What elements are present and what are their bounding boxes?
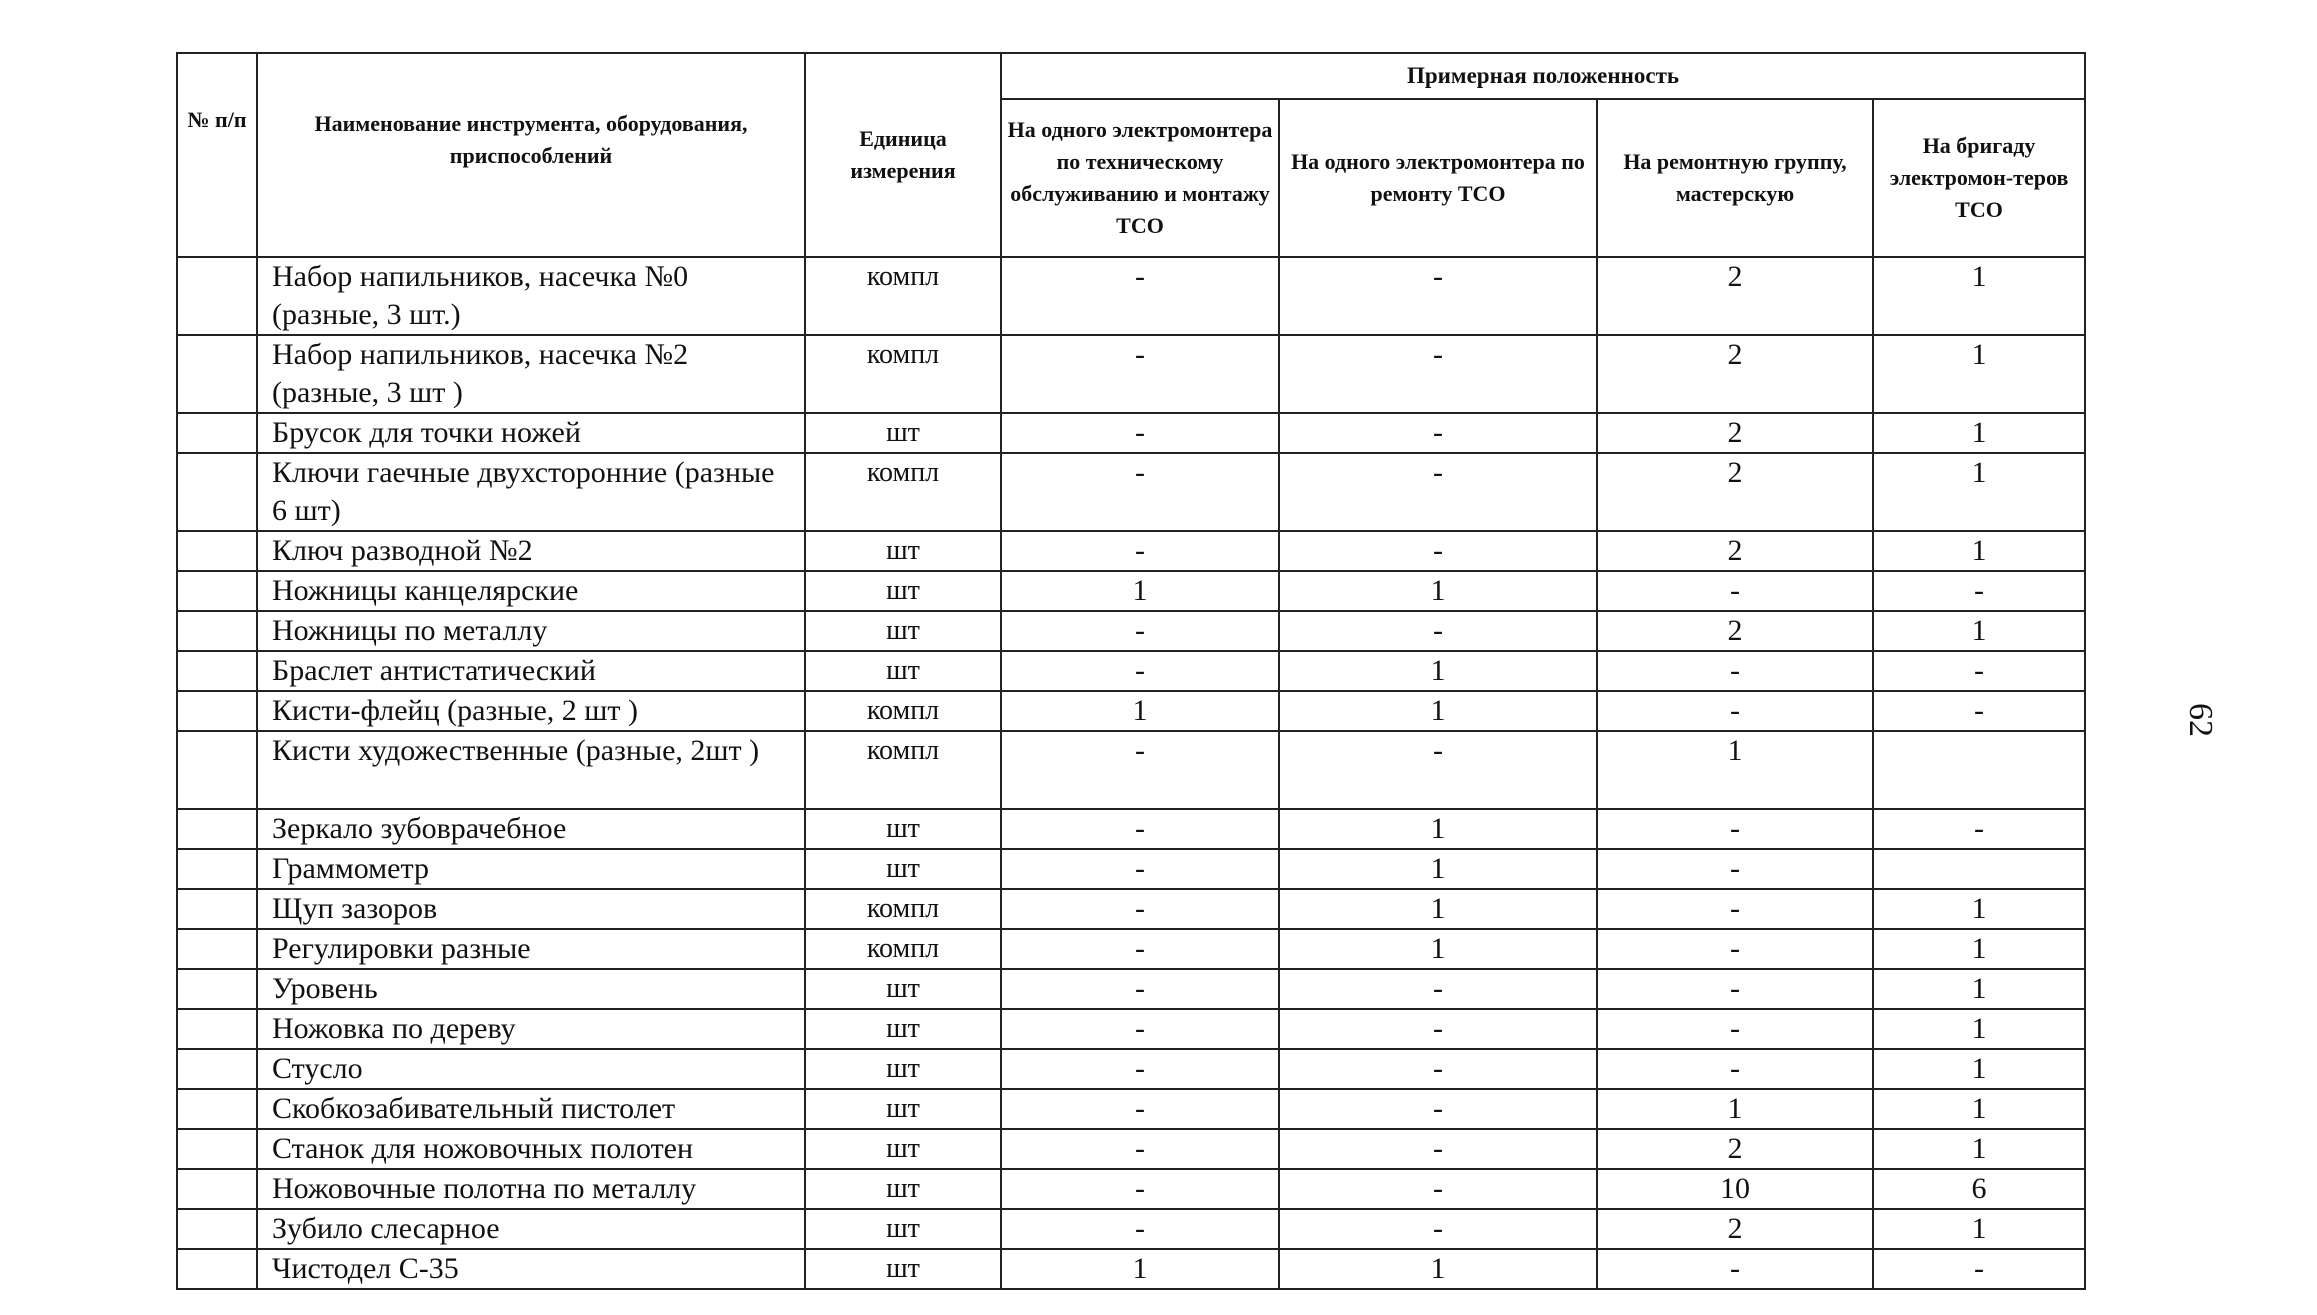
qty-repair-cell: - (1279, 731, 1597, 809)
qty-repair-cell: 1 (1279, 889, 1597, 929)
qty-group-cell: - (1597, 571, 1873, 611)
qty-repair-cell: 1 (1279, 651, 1597, 691)
unit-cell: шт (805, 1009, 1001, 1049)
qty-repair-cell: - (1279, 531, 1597, 571)
table-row (177, 1129, 2085, 1169)
header-col-a: На одного электромонтера по техническому обслуживанию и монтажу ТСО (1001, 99, 1279, 257)
qty-repair-cell: 1 (1279, 571, 1597, 611)
qty-maintenance-cell: - (1001, 651, 1279, 691)
qty-repair-cell: - (1279, 1209, 1597, 1249)
table-row (177, 1209, 2085, 1249)
qty-maintenance-cell: - (1001, 889, 1279, 929)
qty-repair-cell: - (1279, 1009, 1597, 1049)
qty-brigade-cell: - (1873, 809, 2085, 849)
unit-cell: шт (805, 531, 1001, 571)
qty-group-cell: 1 (1597, 1089, 1873, 1129)
unit-cell: компл (805, 335, 1001, 413)
qty-brigade-cell: 1 (1873, 413, 2085, 453)
qty-repair-cell: - (1279, 413, 1597, 453)
qty-brigade-cell: - (1873, 691, 2085, 731)
qty-group-cell: 2 (1597, 413, 1873, 453)
qty-brigade-cell: - (1873, 651, 2085, 691)
qty-brigade-cell: 1 (1873, 969, 2085, 1009)
row-number-cell (177, 1209, 257, 1249)
row-number-cell (177, 453, 257, 531)
row-number-cell (177, 1089, 257, 1129)
qty-group-cell: 2 (1597, 531, 1873, 571)
qty-repair-cell: 1 (1279, 1249, 1597, 1289)
table-row (177, 1169, 2085, 1209)
row-number-cell (177, 929, 257, 969)
item-name-cell: Ножовка по дереву (257, 1009, 805, 1049)
qty-repair-cell: 1 (1279, 849, 1597, 889)
qty-group-cell: - (1597, 969, 1873, 1009)
unit-cell: шт (805, 1049, 1001, 1089)
qty-brigade-cell: 1 (1873, 1209, 2085, 1249)
qty-group-cell: - (1597, 849, 1873, 889)
qty-repair-cell: - (1279, 453, 1597, 531)
row-number-cell (177, 889, 257, 929)
qty-brigade-cell: 1 (1873, 929, 2085, 969)
unit-cell: шт (805, 651, 1001, 691)
table-row (177, 1249, 2085, 1289)
table-row (177, 571, 2085, 611)
qty-brigade-cell (1873, 731, 2085, 809)
table-row (177, 969, 2085, 1009)
item-name-cell: Чистодел С-35 (257, 1249, 805, 1289)
qty-maintenance-cell: - (1001, 731, 1279, 809)
unit-cell: шт (805, 849, 1001, 889)
qty-brigade-cell (1873, 849, 2085, 889)
qty-repair-cell: 1 (1279, 691, 1597, 731)
qty-maintenance-cell: - (1001, 335, 1279, 413)
qty-group-cell: 2 (1597, 453, 1873, 531)
qty-brigade-cell: 1 (1873, 257, 2085, 335)
qty-group-cell: - (1597, 1009, 1873, 1049)
qty-brigade-cell: 1 (1873, 1009, 2085, 1049)
table-row (177, 611, 2085, 651)
qty-brigade-cell: 1 (1873, 453, 2085, 531)
unit-cell: шт (805, 413, 1001, 453)
qty-maintenance-cell: - (1001, 1129, 1279, 1169)
qty-group-cell: - (1597, 1049, 1873, 1089)
header-col-c: На ремонтную группу, мастерскую (1597, 99, 1873, 257)
row-number-cell (177, 809, 257, 849)
item-name-cell: Станок для ножовочных полотен (257, 1129, 805, 1169)
unit-cell: шт (805, 809, 1001, 849)
qty-brigade-cell: 1 (1873, 611, 2085, 651)
item-name-cell: Ключи гаечные двухсторонние (разные 6 шт) (257, 453, 805, 531)
table-row (177, 809, 2085, 849)
unit-cell: шт (805, 611, 1001, 651)
qty-maintenance-cell: - (1001, 809, 1279, 849)
row-number-cell (177, 1249, 257, 1289)
row-number-cell (177, 1169, 257, 1209)
qty-group-cell: 2 (1597, 1129, 1873, 1169)
item-name-cell: Ключ разводной №2 (257, 531, 805, 571)
row-number-cell (177, 691, 257, 731)
qty-maintenance-cell: - (1001, 531, 1279, 571)
unit-cell: шт (805, 571, 1001, 611)
unit-cell: компл (805, 929, 1001, 969)
unit-cell: шт (805, 1249, 1001, 1289)
qty-maintenance-cell: 1 (1001, 691, 1279, 731)
qty-repair-cell: 1 (1279, 929, 1597, 969)
qty-maintenance-cell: - (1001, 257, 1279, 335)
qty-brigade-cell: 1 (1873, 889, 2085, 929)
qty-maintenance-cell: 1 (1001, 1249, 1279, 1289)
row-number-cell (177, 731, 257, 809)
unit-cell: компл (805, 453, 1001, 531)
item-name-cell: Браслет антистатический (257, 651, 805, 691)
table-row (177, 731, 2085, 809)
qty-repair-cell: - (1279, 1089, 1597, 1129)
row-number-cell (177, 849, 257, 889)
qty-brigade-cell: - (1873, 571, 2085, 611)
item-name-cell: Ножницы канцелярские (257, 571, 805, 611)
table-row (177, 453, 2085, 531)
row-number-cell (177, 335, 257, 413)
qty-repair-cell: - (1279, 969, 1597, 1009)
table-row (177, 531, 2085, 571)
qty-brigade-cell: - (1873, 1249, 2085, 1289)
unit-cell: компл (805, 731, 1001, 809)
table-row (177, 1089, 2085, 1129)
qty-maintenance-cell: - (1001, 611, 1279, 651)
qty-maintenance-cell: - (1001, 1089, 1279, 1129)
table-row (177, 651, 2085, 691)
item-name-cell: Регулировки разные (257, 929, 805, 969)
qty-maintenance-cell: - (1001, 849, 1279, 889)
qty-maintenance-cell: - (1001, 1009, 1279, 1049)
row-number-cell (177, 969, 257, 1009)
item-name-cell: Уровень (257, 969, 805, 1009)
qty-group-cell: 2 (1597, 1209, 1873, 1249)
qty-group-cell: 2 (1597, 257, 1873, 335)
row-number-cell (177, 413, 257, 453)
qty-repair-cell: - (1279, 257, 1597, 335)
table-row (177, 849, 2085, 889)
qty-brigade-cell: 6 (1873, 1169, 2085, 1209)
qty-repair-cell: - (1279, 1049, 1597, 1089)
unit-cell: шт (805, 969, 1001, 1009)
qty-group-cell: - (1597, 651, 1873, 691)
qty-maintenance-cell: - (1001, 1049, 1279, 1089)
table-row (177, 691, 2085, 731)
qty-group-cell: 10 (1597, 1169, 1873, 1209)
qty-maintenance-cell: 1 (1001, 571, 1279, 611)
qty-maintenance-cell: - (1001, 1169, 1279, 1209)
table-row (177, 335, 2085, 413)
row-number-cell (177, 571, 257, 611)
row-number-cell (177, 531, 257, 571)
qty-repair-cell: 1 (1279, 809, 1597, 849)
item-name-cell: Ножовочные полотна по металлу (257, 1169, 805, 1209)
qty-group-cell: - (1597, 889, 1873, 929)
table-row (177, 1049, 2085, 1089)
qty-group-cell: 2 (1597, 335, 1873, 413)
qty-group-cell: - (1597, 1249, 1873, 1289)
row-number-cell (177, 257, 257, 335)
item-name-cell: Набор напильников, насечка №0 (разные, 3 шт.) (257, 257, 805, 335)
table-row (177, 413, 2085, 453)
qty-brigade-cell: 1 (1873, 1129, 2085, 1169)
qty-repair-cell: - (1279, 1129, 1597, 1169)
header-name: Наименование инструмента, оборудования, приспособлений (257, 53, 805, 257)
qty-maintenance-cell: - (1001, 969, 1279, 1009)
qty-brigade-cell: 1 (1873, 335, 2085, 413)
table-row (177, 1009, 2085, 1049)
qty-group-cell: - (1597, 809, 1873, 849)
header-number: № п/п (177, 53, 257, 257)
page-number: 62 (2182, 703, 2219, 737)
item-name-cell: Граммометр (257, 849, 805, 889)
qty-group-cell: 2 (1597, 611, 1873, 651)
row-number-cell (177, 651, 257, 691)
table-row (177, 929, 2085, 969)
qty-repair-cell: - (1279, 611, 1597, 651)
row-number-cell (177, 1049, 257, 1089)
unit-cell: шт (805, 1129, 1001, 1169)
table-row (177, 257, 2085, 335)
item-name-cell: Ножницы по металлу (257, 611, 805, 651)
header-col-b: На одного электромонтера по ремонту ТСО (1279, 99, 1597, 257)
row-number-cell (177, 1009, 257, 1049)
qty-brigade-cell: 1 (1873, 1089, 2085, 1129)
item-name-cell: Щуп зазоров (257, 889, 805, 929)
item-name-cell: Брусок для точки ножей (257, 413, 805, 453)
item-name-cell: Стусло (257, 1049, 805, 1089)
header-group: Примерная положенность (1001, 53, 2085, 99)
equipment-table (176, 52, 2086, 1290)
item-name-cell: Скобкозабивательный пистолет (257, 1089, 805, 1129)
table-header (177, 53, 2085, 257)
unit-cell: шт (805, 1089, 1001, 1129)
qty-maintenance-cell: - (1001, 453, 1279, 531)
header-col-d: На бригаду электромон-теров ТСО (1873, 99, 2085, 257)
item-name-cell: Набор напильников, насечка №2 (разные, 3 шт ) (257, 335, 805, 413)
header-unit: Единица измерения (805, 53, 1001, 257)
unit-cell: компл (805, 691, 1001, 731)
qty-group-cell: - (1597, 929, 1873, 969)
qty-group-cell: - (1597, 691, 1873, 731)
qty-repair-cell: - (1279, 335, 1597, 413)
qty-brigade-cell: 1 (1873, 531, 2085, 571)
unit-cell: компл (805, 257, 1001, 335)
table-row (177, 889, 2085, 929)
item-name-cell: Кисти-флейц (разные, 2 шт ) (257, 691, 805, 731)
qty-brigade-cell: 1 (1873, 1049, 2085, 1089)
unit-cell: шт (805, 1169, 1001, 1209)
unit-cell: компл (805, 889, 1001, 929)
qty-repair-cell: - (1279, 1169, 1597, 1209)
qty-maintenance-cell: - (1001, 1209, 1279, 1249)
item-name-cell: Кисти художественные (разные, 2шт ) (257, 731, 805, 809)
row-number-cell (177, 1129, 257, 1169)
item-name-cell: Зеркало зубоврачебное (257, 809, 805, 849)
qty-maintenance-cell: - (1001, 413, 1279, 453)
unit-cell: шт (805, 1209, 1001, 1249)
qty-group-cell: 1 (1597, 731, 1873, 809)
row-number-cell (177, 611, 257, 651)
item-name-cell: Зубило слесарное (257, 1209, 805, 1249)
qty-maintenance-cell: - (1001, 929, 1279, 969)
table-body (177, 257, 2085, 1289)
